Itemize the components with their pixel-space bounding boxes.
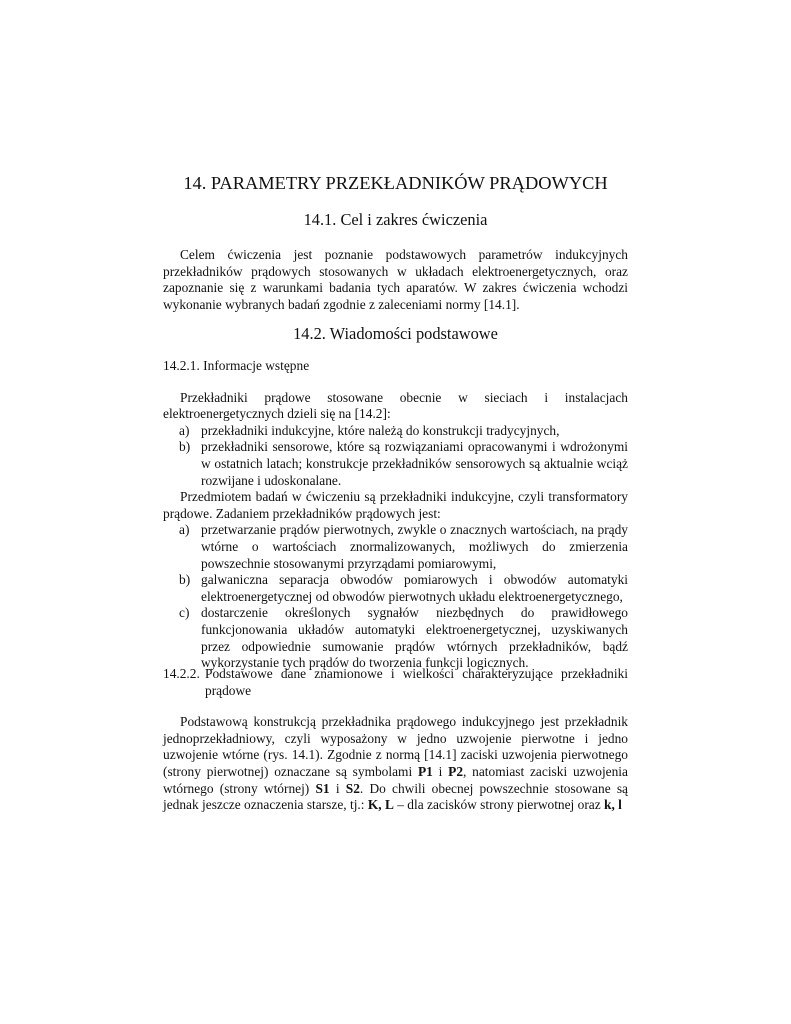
text-run: Podstawową konstrukcją przekładnika prądowego indukcyjnego jest przekładnik jednoprzekładniowy, czyli wyposażony w jedno uzwojenie pierwotne i jedno uzwojenie wtórne (rys. 14.1). Zgodnie z normą [14.1] zaciski uzwojenia pierwotnego (strony pierwotnej) oznaczane są symbolami [163, 714, 628, 779]
terminal-label-p1: P1 [417, 763, 433, 779]
list-item-text: przekładniki indukcyjne, które należą do konstrukcji tradycyjnych, [201, 422, 560, 438]
subsection-heading-text: Podstawowe dane znamionowe i wielkości charakteryzujące przekładniki prądowe [205, 666, 628, 698]
list-marker: c) [179, 605, 190, 621]
section-heading-14-2: 14.2. Wiadomości podstawowe [293, 324, 498, 343]
terminal-label-s2: S2 [345, 780, 360, 796]
terminal-label-s1: S1 [315, 780, 330, 796]
terminal-label-kl-upper: K, L [367, 797, 394, 813]
paragraph-goal: Celem ćwiczenia jest poznanie podstawowych parametrów indukcyjnych przekładników prądowych stosowanych w układach elektroenergetycznych, oraz zapoznanie się z warunkami badania tych aparatów. W zakres ćwiczenia wchodzi wykonanie wybranych badań zgodnie z zaleceniami normy [14.1]. [163, 247, 628, 312]
text-run: i [438, 763, 443, 779]
paragraph-subject: Przedmiotem badań w ćwiczeniu są przekładniki indukcyjne, czyli transformatory prądowe. Zadaniem przekładników prądowych jest: [163, 489, 628, 521]
list-item [163, 439, 628, 489]
list-marker: a) [179, 422, 190, 438]
terminal-label-kl-lower: k, l [604, 797, 622, 813]
list-item [163, 572, 628, 605]
list-marker: b) [179, 572, 191, 588]
list-item [163, 423, 628, 440]
list-item-text: przekładniki sensorowe, które są rozwiązaniami opracowanymi i wdrożonymi w ostatnich latach; konstrukcje przekładników sensorowych są aktualnie wciąż rozwijane i udoskonalane. [201, 439, 628, 488]
list-tasks [163, 522, 628, 671]
section-14-1-body [163, 247, 628, 313]
subsection-heading-14-2-2 [163, 666, 628, 699]
subsection-number: 14.2.2. [163, 666, 200, 681]
section-heading-14-1: 14.1. Cel i zakres ćwiczenia [303, 210, 488, 229]
text-run: , natomiast zaciski uzwojenia wtórnego (strony wtórnej) [163, 763, 628, 796]
text-run: i [335, 780, 340, 796]
subsection-14-2-2 [163, 666, 628, 814]
list-item-text: galwaniczna separacja obwodów pomiarowych i obwodów automatyki elektroenergetycznej od obwodów pierwotnych układu elektroenergetycznego, [201, 572, 628, 604]
list-item [163, 522, 628, 572]
terminal-label-p2: P2 [448, 763, 464, 779]
list-item [163, 605, 628, 671]
list-marker: a) [179, 522, 190, 538]
text-run: – dla zacisków strony pierwotnej oraz [397, 797, 601, 813]
list-transformer-types [163, 423, 628, 489]
text-run: . Do chwili obecnej powszechnie stosowane są jednak jeszcze oznaczenia starsze, tj.: [163, 780, 628, 813]
subsection-heading-14-2-1: 14.2.1. Informacje wstępne [163, 358, 310, 373]
list-item-text: przetwarzanie prądów pierwotnych, zwykle o znacznych wartościach, na prądy wtórne o wartościach znormalizowanych, możliwych do zmierzenia powszechnie stosowanymi przyrządami pomiarowymi, [201, 522, 628, 571]
chapter-title: 14. PARAMETRY PRZEKŁADNIKÓW PRĄDOWYCH [183, 173, 608, 193]
paragraph-construction [163, 714, 628, 814]
subsection-14-2-1 [163, 358, 628, 672]
list-item-text: dostarczenie określonych sygnałów niezbędnych do prawidłowego funkcjonowania układów automatyki elektroenergetycznej, uzyskiwanych przez odpowiednie sumowanie prądów wtórnych przekładników, bądź wykorzystanie tych prądów do tworzenia funkcji logicznych. [201, 605, 628, 671]
list-marker: b) [179, 439, 191, 455]
paragraph-intro: Przekładniki prądowe stosowane obecnie w sieciach i instalacjach elektroenergetycznych dzieli się na [14.2]: [163, 389, 628, 422]
